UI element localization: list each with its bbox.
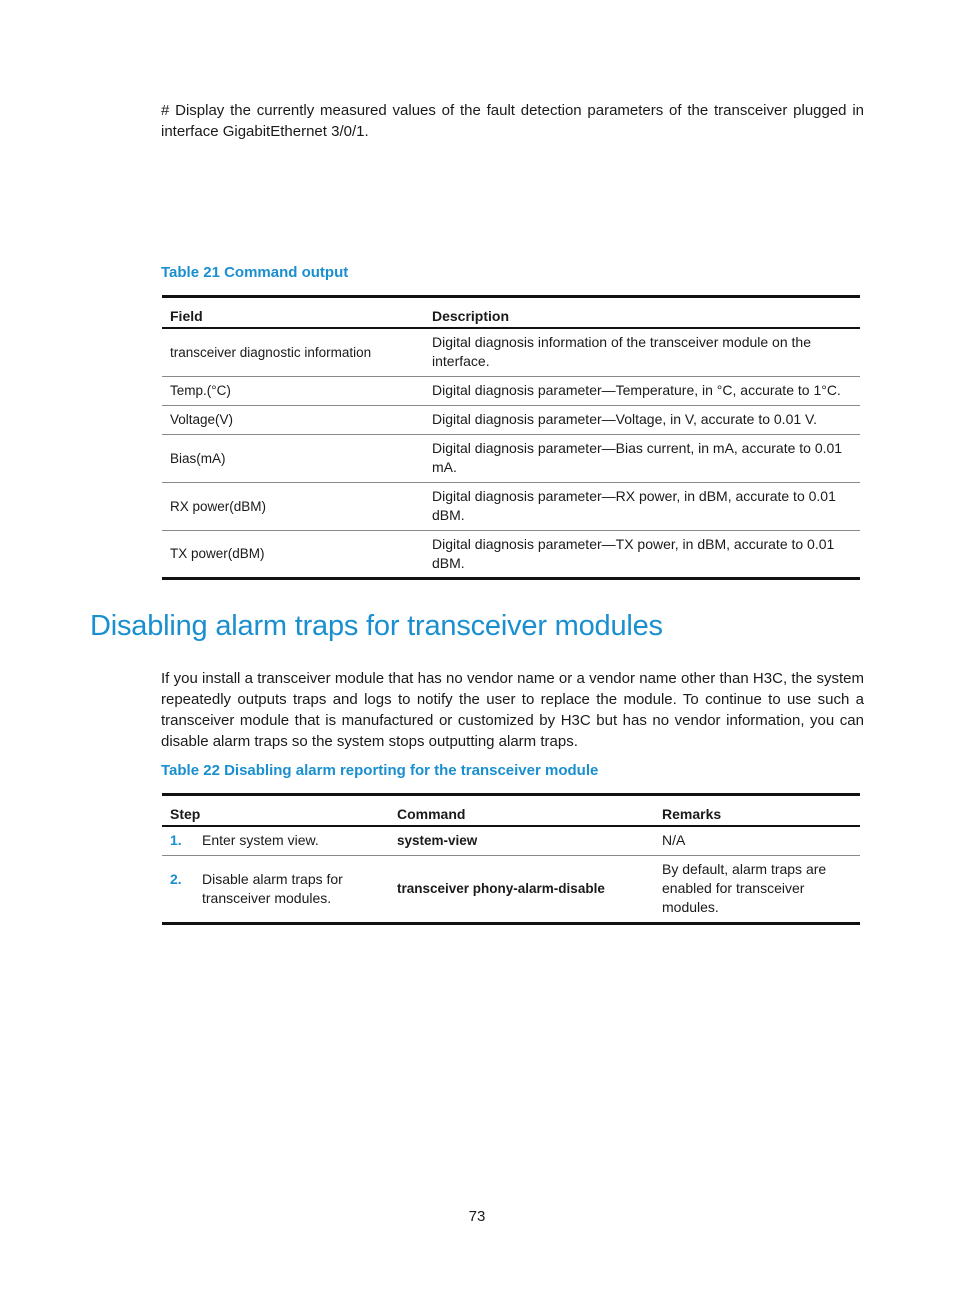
command-cell: transceiver phony-alarm-disable bbox=[389, 855, 654, 923]
header-command: Command bbox=[397, 806, 466, 822]
command-output-table bbox=[162, 295, 860, 580]
step-cell bbox=[162, 826, 389, 855]
field-cell: transceiver diagnostic information bbox=[162, 328, 424, 376]
table-row bbox=[162, 482, 860, 530]
header-description: Description bbox=[432, 308, 510, 324]
table-row bbox=[162, 328, 860, 376]
page-number: 73 bbox=[468, 1208, 486, 1225]
description-cell: Digital diagnosis parameter—Voltage, in V, accurate to 0.01 V. bbox=[424, 405, 860, 434]
field-cell: Temp.(°C) bbox=[162, 376, 424, 405]
alarm-reporting-table bbox=[162, 793, 860, 925]
remarks-cell: N/A bbox=[654, 826, 860, 855]
field-cell: TX power(dBM) bbox=[162, 530, 424, 578]
field-cell: RX power(dBM) bbox=[162, 482, 424, 530]
table-row bbox=[162, 434, 860, 482]
table-row bbox=[162, 376, 860, 405]
table-21-caption: Table 21 Command output bbox=[161, 264, 349, 281]
table-row bbox=[162, 855, 860, 923]
description-cell: Digital diagnosis parameter—RX power, in dBM, accurate to 0.01 dBM. bbox=[424, 482, 860, 530]
command-cell: system-view bbox=[389, 826, 654, 855]
remarks-cell: By default, alarm traps are enabled for transceiver modules. bbox=[654, 855, 860, 923]
section-heading: Disabling alarm traps for transceiver modules bbox=[90, 610, 663, 642]
intro-paragraph: # Display the currently measured values of the fault detection parameters of the transceiver plugged in interface GigabitEthernet 3/0/1. bbox=[161, 102, 864, 140]
field-cell: Voltage(V) bbox=[162, 405, 424, 434]
field-cell: Bias(mA) bbox=[162, 434, 424, 482]
table-22-caption: Table 22 Disabling alarm reporting for the transceiver module bbox=[161, 762, 599, 779]
header-field: Field bbox=[170, 308, 203, 324]
header-remarks: Remarks bbox=[662, 806, 722, 822]
description-cell: Digital diagnosis parameter—Temperature, in °C, accurate to 1°C. bbox=[424, 376, 860, 405]
description-cell: Digital diagnosis information of the transceiver module on the interface. bbox=[424, 328, 860, 376]
step-text: Disable alarm traps for transceiver modules. bbox=[202, 870, 343, 906]
description-cell: Digital diagnosis parameter—TX power, in dBM, accurate to 0.01 dBM. bbox=[424, 530, 860, 578]
step-text: Enter system view. bbox=[202, 832, 319, 849]
table-row bbox=[162, 530, 860, 578]
table-row bbox=[162, 826, 860, 855]
header-step: Step bbox=[170, 806, 201, 822]
table-header-row bbox=[162, 297, 860, 329]
section-body-paragraph: If you install a transceiver module that has no vendor name or a vendor name other than H3C, the system repeatedly outputs traps and logs to notify the user to replace the module. To continue to use such a transceiver module that is manufactured or customized by H3C but has no vendor information, you can disable alarm traps so the system stops outputting alarm traps. bbox=[161, 670, 864, 750]
step-cell bbox=[162, 855, 389, 923]
step-number: 1. bbox=[170, 832, 182, 849]
table-row bbox=[162, 405, 860, 434]
table-header-row bbox=[162, 795, 860, 827]
description-cell: Digital diagnosis parameter—Bias current, in mA, accurate to 0.01 mA. bbox=[424, 434, 860, 482]
step-number: 2. bbox=[170, 870, 182, 887]
